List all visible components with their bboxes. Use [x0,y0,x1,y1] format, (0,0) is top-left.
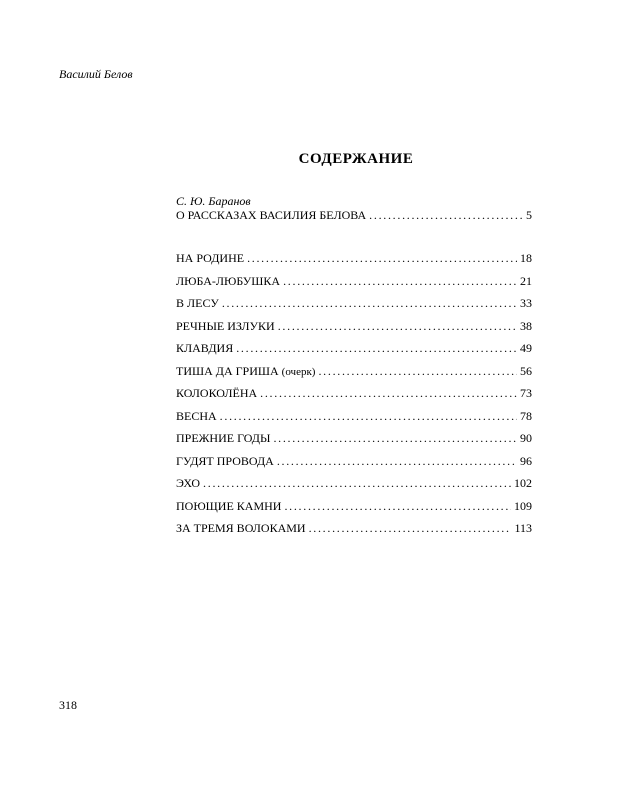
toc-entry-page: 38 [520,318,532,333]
toc-entry[interactable] [176,476,532,490]
toc-entry-title: ЗА ТРЕМЯ ВОЛОКАМИ [176,521,306,535]
toc-entry-page: 73 [520,386,532,400]
running-head: Василий Белов [59,67,133,81]
toc-entry-title: КОЛОКОЛЁНА [176,386,258,400]
toc-entry-title: В ЛЕСУ [176,296,219,310]
dot-leader [277,454,517,468]
preface-author: С. Ю. Баранов [176,194,251,208]
toc-entry-title: ПОЮЩИЕ КАМНИ [176,498,282,513]
toc-entries [176,251,532,535]
dot-leader [236,341,517,355]
dot-leader [309,521,512,535]
toc-entry-title: ВЕСНА [176,408,217,423]
toc-entry-title: НА РОДИНЕ [176,251,245,265]
toc-entry[interactable] [176,386,532,400]
toc-entry-preface[interactable] [176,208,532,222]
toc-entry-page: 78 [520,408,532,423]
toc-entry-page: 21 [520,273,532,288]
dot-leader [318,364,517,378]
toc-entry-page: 18 [520,251,532,265]
toc-entry-title: ЭХО [176,476,201,490]
toc-entry-page: 33 [520,296,532,310]
toc-entry-page: 96 [520,453,532,468]
dot-leader [283,274,517,288]
toc-entry-title: ПРЕЖНИЕ ГОДЫ [176,431,271,445]
toc-entry[interactable] [176,409,532,423]
dot-leader [273,431,517,445]
dot-leader [284,499,511,513]
toc-entry-note: (очерк) [281,365,316,378]
dot-leader [247,251,517,265]
toc-entry[interactable] [176,341,532,355]
toc-entry-page: 5 [526,208,532,222]
toc-entry-title: РЕЧНЫЕ ИЗЛУКИ [176,318,275,333]
toc-entry-page: 49 [520,341,532,355]
toc-entry[interactable] [176,521,532,535]
toc-entry-title: КЛАВДИЯ [176,341,234,355]
toc-entry-page: 109 [514,498,532,513]
toc-entry-page: 90 [520,431,532,445]
toc-entry-title-text: ТИША ДА ГРИША [176,363,279,378]
toc-entry[interactable] [176,251,532,265]
toc-entry-title: ГУДЯТ ПРОВОДА [176,453,274,468]
dot-leader [278,319,517,333]
section-gap [176,222,532,251]
toc-entry[interactable] [176,499,532,513]
toc-entry[interactable] [176,274,532,288]
dot-leader [220,409,517,423]
dot-leader [260,386,517,400]
dot-leader [203,476,511,490]
toc-entry[interactable] [176,296,532,310]
toc-entry-title: О РАССКАЗАХ ВАСИЛИЯ БЕЛОВА [176,208,367,222]
toc-entry[interactable] [176,319,532,333]
toc-entry[interactable] [176,454,532,468]
toc-entry[interactable] [176,364,532,378]
toc-entry-title [176,364,315,379]
page-number: 318 [59,698,77,712]
toc-title: СОДЕРЖАНИЕ [298,151,414,167]
toc-entry-page: 102 [514,476,532,490]
toc-entry-page: 56 [520,363,532,378]
toc-entry[interactable] [176,431,532,445]
toc-entry-page: 113 [514,521,532,535]
dot-leader [369,208,523,222]
table-of-contents [176,194,532,544]
dot-leader [222,296,517,310]
toc-entry-title: ЛЮБА-ЛЮБУШКА [176,273,281,288]
